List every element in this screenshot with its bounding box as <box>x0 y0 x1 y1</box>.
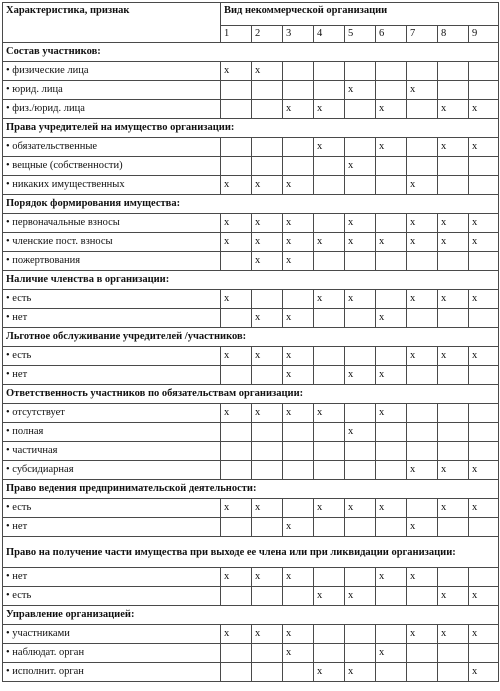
row-label: • вещные (собственности) <box>3 157 221 176</box>
mark-cell <box>438 568 469 587</box>
mark-cell: x <box>469 587 499 606</box>
mark-cell: x <box>469 290 499 309</box>
mark-cell <box>221 461 252 480</box>
mark-cell: x <box>469 625 499 644</box>
mark-cell: x <box>252 404 283 423</box>
row-label: • членские пост. взносы <box>3 233 221 252</box>
mark-cell <box>376 214 407 233</box>
mark-cell <box>252 587 283 606</box>
mark-cell <box>252 290 283 309</box>
mark-cell <box>283 62 314 81</box>
row-label: • есть <box>3 290 221 309</box>
mark-cell <box>438 252 469 271</box>
mark-cell <box>252 518 283 537</box>
mark-cell <box>376 347 407 366</box>
mark-cell: x <box>314 100 345 119</box>
mark-cell <box>438 644 469 663</box>
mark-cell: x <box>221 499 252 518</box>
table-row <box>3 587 499 606</box>
row-label: • нет <box>3 518 221 537</box>
table-row <box>3 442 499 461</box>
mark-cell <box>469 568 499 587</box>
mark-cell <box>407 423 438 442</box>
mark-cell <box>376 81 407 100</box>
mark-cell: x <box>221 233 252 252</box>
mark-cell: x <box>252 252 283 271</box>
mark-cell: x <box>252 176 283 195</box>
mark-cell: x <box>252 214 283 233</box>
mark-cell <box>376 518 407 537</box>
table-row <box>3 423 499 442</box>
column-number-2: 2 <box>252 26 283 43</box>
row-label: • есть <box>3 347 221 366</box>
mark-cell: x <box>376 233 407 252</box>
mark-cell <box>407 138 438 157</box>
mark-cell <box>283 663 314 682</box>
mark-cell: x <box>283 518 314 537</box>
table-row <box>3 81 499 100</box>
mark-cell <box>469 404 499 423</box>
section-header-row <box>3 480 499 499</box>
mark-cell: x <box>221 347 252 366</box>
section-title: Ответственность участников по обязательствам организации: <box>3 385 499 404</box>
section-header-row <box>3 385 499 404</box>
mark-cell <box>345 461 376 480</box>
mark-cell <box>283 442 314 461</box>
mark-cell: x <box>438 100 469 119</box>
mark-cell <box>469 252 499 271</box>
mark-cell <box>407 366 438 385</box>
mark-cell: x <box>345 290 376 309</box>
mark-cell: x <box>221 62 252 81</box>
column-number-5: 5 <box>345 26 376 43</box>
mark-cell: x <box>376 366 407 385</box>
mark-cell: x <box>407 176 438 195</box>
mark-cell <box>438 518 469 537</box>
mark-cell: x <box>469 499 499 518</box>
header-row <box>3 3 499 26</box>
row-label: • полная <box>3 423 221 442</box>
mark-cell <box>252 157 283 176</box>
mark-cell <box>438 663 469 682</box>
mark-cell: x <box>407 214 438 233</box>
mark-cell: x <box>283 176 314 195</box>
mark-cell: x <box>314 587 345 606</box>
mark-cell <box>221 587 252 606</box>
mark-cell <box>345 568 376 587</box>
mark-cell: x <box>283 233 314 252</box>
mark-cell <box>407 157 438 176</box>
mark-cell <box>314 252 345 271</box>
mark-cell: x <box>345 81 376 100</box>
mark-cell <box>469 62 499 81</box>
mark-cell: x <box>469 347 499 366</box>
table-row <box>3 644 499 663</box>
org-type-header: Вид некоммерческой организации <box>221 3 499 26</box>
mark-cell: x <box>438 499 469 518</box>
mark-cell: x <box>407 568 438 587</box>
mark-cell <box>345 518 376 537</box>
mark-cell <box>345 404 376 423</box>
section-title: Наличие членства в организации: <box>3 271 499 290</box>
row-label: • физ./юрид. лица <box>3 100 221 119</box>
mark-cell <box>438 81 469 100</box>
mark-cell: x <box>252 568 283 587</box>
column-number-6: 6 <box>376 26 407 43</box>
mark-cell <box>252 461 283 480</box>
mark-cell <box>376 461 407 480</box>
mark-cell <box>376 442 407 461</box>
row-label: • участниками <box>3 625 221 644</box>
mark-cell: x <box>469 663 499 682</box>
feature-column-header: Характеристика, признак <box>3 3 221 43</box>
table-row <box>3 176 499 195</box>
mark-cell: x <box>221 176 252 195</box>
table-row <box>3 309 499 328</box>
table-body <box>3 3 499 682</box>
mark-cell <box>376 157 407 176</box>
mark-cell: x <box>221 625 252 644</box>
mark-cell <box>469 644 499 663</box>
table-row <box>3 461 499 480</box>
mark-cell: x <box>314 663 345 682</box>
mark-cell <box>221 157 252 176</box>
section-header-row <box>3 43 499 62</box>
row-label: • физические лица <box>3 62 221 81</box>
mark-cell <box>314 568 345 587</box>
section-title: Порядок формирования имущества: <box>3 195 499 214</box>
mark-cell: x <box>407 81 438 100</box>
table-row <box>3 518 499 537</box>
mark-cell <box>314 62 345 81</box>
table-row <box>3 499 499 518</box>
mark-cell <box>345 625 376 644</box>
column-number-3: 3 <box>283 26 314 43</box>
mark-cell <box>345 252 376 271</box>
mark-cell: x <box>283 644 314 663</box>
mark-cell <box>314 157 345 176</box>
row-label: • отсутствует <box>3 404 221 423</box>
mark-cell <box>221 100 252 119</box>
column-number-7: 7 <box>407 26 438 43</box>
mark-cell: x <box>314 233 345 252</box>
mark-cell <box>438 366 469 385</box>
mark-cell: x <box>407 347 438 366</box>
mark-cell <box>438 423 469 442</box>
mark-cell <box>221 442 252 461</box>
mark-cell: x <box>221 214 252 233</box>
mark-cell <box>469 442 499 461</box>
mark-cell <box>252 442 283 461</box>
row-label: • частичная <box>3 442 221 461</box>
mark-cell <box>407 100 438 119</box>
mark-cell: x <box>314 290 345 309</box>
mark-cell <box>407 587 438 606</box>
mark-cell: x <box>376 568 407 587</box>
mark-cell <box>407 309 438 328</box>
mark-cell: x <box>345 233 376 252</box>
mark-cell: x <box>438 138 469 157</box>
mark-cell <box>345 100 376 119</box>
mark-cell: x <box>469 233 499 252</box>
mark-cell <box>438 404 469 423</box>
mark-cell <box>345 62 376 81</box>
mark-cell <box>376 62 407 81</box>
mark-cell <box>376 290 407 309</box>
mark-cell: x <box>252 625 283 644</box>
mark-cell <box>407 252 438 271</box>
mark-cell: x <box>407 233 438 252</box>
mark-cell: x <box>283 568 314 587</box>
mark-cell <box>376 663 407 682</box>
mark-cell <box>283 499 314 518</box>
mark-cell: x <box>252 233 283 252</box>
row-label: • есть <box>3 587 221 606</box>
mark-cell: x <box>376 404 407 423</box>
section-title: Управление организацией: <box>3 606 499 625</box>
mark-cell <box>469 309 499 328</box>
mark-cell <box>469 366 499 385</box>
section-title: Состав участников: <box>3 43 499 62</box>
table-row <box>3 138 499 157</box>
row-label: • нет <box>3 568 221 587</box>
row-label: • нет <box>3 366 221 385</box>
table-row <box>3 100 499 119</box>
mark-cell: x <box>345 587 376 606</box>
table-row <box>3 625 499 644</box>
org-characteristics-table <box>2 2 499 682</box>
mark-cell <box>283 290 314 309</box>
mark-cell <box>438 309 469 328</box>
row-label: • обязательственные <box>3 138 221 157</box>
mark-cell <box>283 587 314 606</box>
mark-cell: x <box>407 461 438 480</box>
mark-cell <box>252 138 283 157</box>
section-header-row <box>3 271 499 290</box>
mark-cell: x <box>469 100 499 119</box>
mark-cell <box>221 309 252 328</box>
mark-cell <box>221 138 252 157</box>
section-header-row <box>3 606 499 625</box>
mark-cell: x <box>252 347 283 366</box>
mark-cell <box>314 176 345 195</box>
mark-cell <box>252 663 283 682</box>
mark-cell: x <box>469 138 499 157</box>
mark-cell: x <box>314 138 345 157</box>
mark-cell: x <box>376 100 407 119</box>
section-header-row <box>3 195 499 214</box>
table-row <box>3 290 499 309</box>
mark-cell <box>314 423 345 442</box>
mark-cell: x <box>283 366 314 385</box>
mark-cell <box>345 176 376 195</box>
mark-cell <box>221 518 252 537</box>
mark-cell: x <box>252 309 283 328</box>
table-row <box>3 233 499 252</box>
row-label: • исполнит. орган <box>3 663 221 682</box>
mark-cell <box>314 81 345 100</box>
mark-cell <box>376 176 407 195</box>
mark-cell <box>314 461 345 480</box>
mark-cell <box>407 404 438 423</box>
section-title: Право на получение части имущества при выходе ее члена или при ликвидации организации: <box>3 537 499 568</box>
mark-cell <box>252 423 283 442</box>
mark-cell <box>252 81 283 100</box>
mark-cell <box>252 100 283 119</box>
mark-cell <box>469 518 499 537</box>
mark-cell <box>469 81 499 100</box>
mark-cell <box>221 366 252 385</box>
mark-cell: x <box>376 644 407 663</box>
mark-cell: x <box>252 62 283 81</box>
mark-cell <box>407 499 438 518</box>
row-label: • есть <box>3 499 221 518</box>
table-row <box>3 663 499 682</box>
table-row <box>3 366 499 385</box>
mark-cell: x <box>314 404 345 423</box>
mark-cell <box>438 157 469 176</box>
mark-cell <box>314 214 345 233</box>
section-header-row <box>3 537 499 568</box>
mark-cell <box>469 176 499 195</box>
mark-cell <box>283 423 314 442</box>
mark-cell: x <box>376 499 407 518</box>
mark-cell <box>407 663 438 682</box>
mark-cell <box>314 347 345 366</box>
table-row <box>3 157 499 176</box>
mark-cell <box>314 309 345 328</box>
row-label: • первоначальные взносы <box>3 214 221 233</box>
mark-cell: x <box>469 461 499 480</box>
mark-cell: x <box>438 214 469 233</box>
mark-cell: x <box>221 290 252 309</box>
section-title: Права учредителей на имущество организации: <box>3 119 499 138</box>
mark-cell: x <box>345 663 376 682</box>
mark-cell <box>376 625 407 644</box>
org-comparison-document <box>2 2 498 682</box>
table-row <box>3 62 499 81</box>
row-label: • пожертвования <box>3 252 221 271</box>
column-number-1: 1 <box>221 26 252 43</box>
mark-cell <box>469 157 499 176</box>
mark-cell: x <box>314 499 345 518</box>
section-header-row <box>3 328 499 347</box>
mark-cell: x <box>283 214 314 233</box>
mark-cell: x <box>438 290 469 309</box>
mark-cell <box>407 62 438 81</box>
mark-cell: x <box>407 290 438 309</box>
mark-cell <box>345 347 376 366</box>
mark-cell <box>283 81 314 100</box>
mark-cell: x <box>407 625 438 644</box>
mark-cell <box>345 309 376 328</box>
mark-cell <box>345 644 376 663</box>
mark-cell: x <box>345 366 376 385</box>
mark-cell <box>376 587 407 606</box>
mark-cell <box>345 442 376 461</box>
mark-cell <box>252 644 283 663</box>
table-row <box>3 347 499 366</box>
mark-cell: x <box>438 625 469 644</box>
mark-cell <box>221 252 252 271</box>
mark-cell: x <box>376 309 407 328</box>
mark-cell: x <box>345 423 376 442</box>
mark-cell: x <box>345 214 376 233</box>
mark-cell: x <box>438 587 469 606</box>
column-number-8: 8 <box>438 26 469 43</box>
mark-cell: x <box>252 499 283 518</box>
mark-cell <box>283 157 314 176</box>
mark-cell: x <box>438 347 469 366</box>
mark-cell: x <box>283 625 314 644</box>
mark-cell <box>469 423 499 442</box>
mark-cell <box>314 644 345 663</box>
mark-cell: x <box>283 100 314 119</box>
section-title: Льготное обслуживание учредителей /участников: <box>3 328 499 347</box>
mark-cell: x <box>407 518 438 537</box>
mark-cell <box>407 442 438 461</box>
row-label: • никаких имущественных <box>3 176 221 195</box>
mark-cell <box>283 138 314 157</box>
mark-cell: x <box>376 138 407 157</box>
mark-cell <box>345 138 376 157</box>
mark-cell: x <box>283 347 314 366</box>
table-row <box>3 214 499 233</box>
mark-cell <box>438 62 469 81</box>
mark-cell: x <box>283 252 314 271</box>
mark-cell: x <box>469 214 499 233</box>
mark-cell <box>407 644 438 663</box>
mark-cell: x <box>345 499 376 518</box>
mark-cell: x <box>221 404 252 423</box>
section-title: Право ведения предпринимательской деятельности: <box>3 480 499 499</box>
mark-cell <box>221 644 252 663</box>
mark-cell: x <box>438 461 469 480</box>
mark-cell: x <box>345 157 376 176</box>
row-label: • субсидиарная <box>3 461 221 480</box>
mark-cell <box>221 81 252 100</box>
row-label: • нет <box>3 309 221 328</box>
mark-cell: x <box>221 568 252 587</box>
table-row <box>3 568 499 587</box>
mark-cell: x <box>438 233 469 252</box>
mark-cell: x <box>283 309 314 328</box>
mark-cell <box>314 625 345 644</box>
table-row <box>3 404 499 423</box>
mark-cell <box>376 252 407 271</box>
column-number-4: 4 <box>314 26 345 43</box>
mark-cell <box>221 663 252 682</box>
mark-cell: x <box>283 404 314 423</box>
column-number-9: 9 <box>469 26 499 43</box>
mark-cell <box>438 176 469 195</box>
mark-cell <box>283 461 314 480</box>
mark-cell <box>314 366 345 385</box>
mark-cell <box>376 423 407 442</box>
row-label: • наблюдат. орган <box>3 644 221 663</box>
table-row <box>3 252 499 271</box>
mark-cell <box>221 423 252 442</box>
mark-cell <box>438 442 469 461</box>
mark-cell <box>314 442 345 461</box>
mark-cell <box>252 366 283 385</box>
mark-cell <box>314 518 345 537</box>
row-label: • юрид. лица <box>3 81 221 100</box>
section-header-row <box>3 119 499 138</box>
